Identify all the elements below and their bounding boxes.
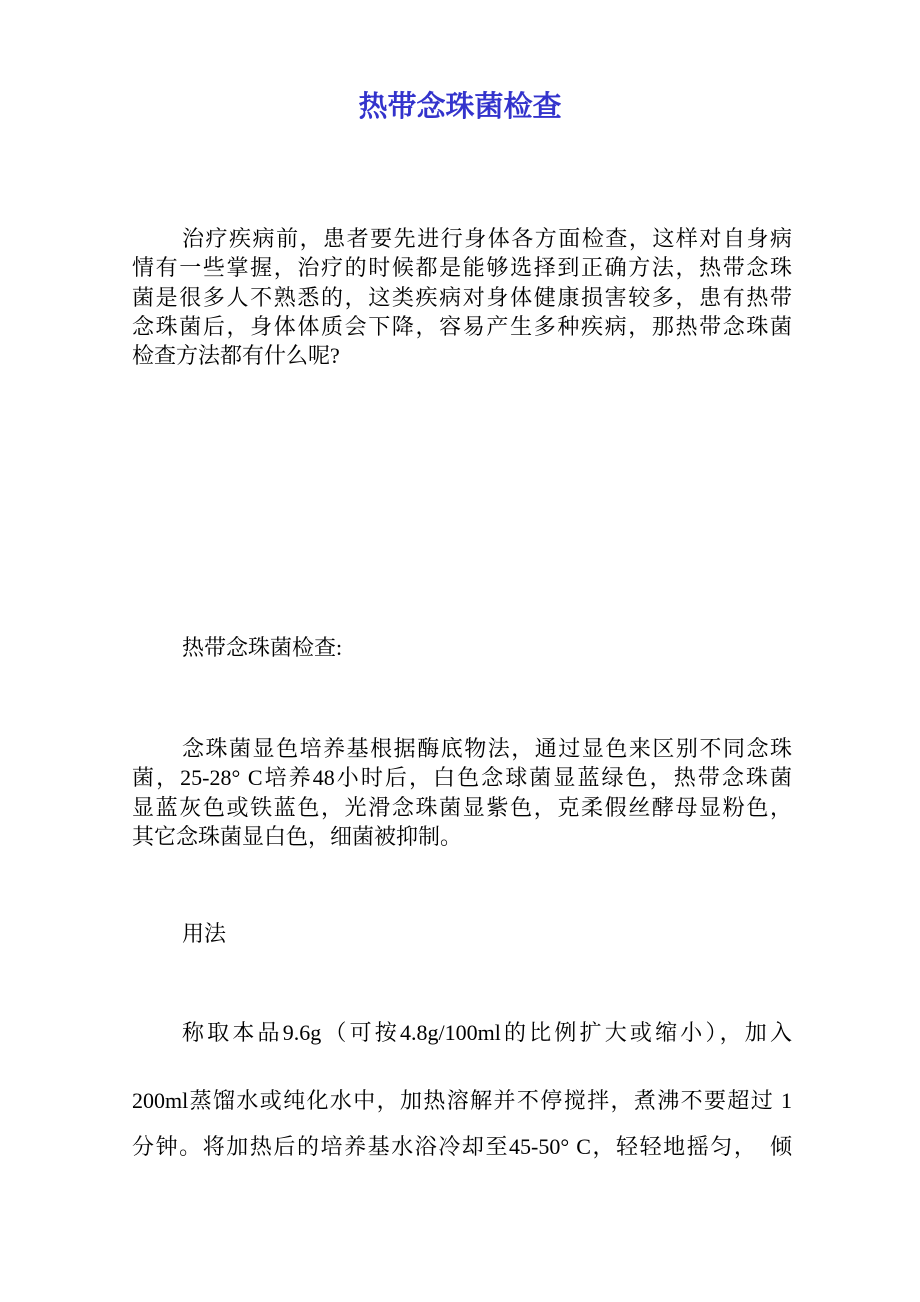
paragraph-line: 检查方法都有什么呢? <box>132 343 340 369</box>
paragraph-line: 200ml蒸馏水或纯化水中，加热溶解并不停搅拌，煮沸不要超过 1 <box>132 1088 792 1113</box>
section-heading-examination <box>132 633 792 662</box>
paragraph-line: 念珠菌后，身体体质会下降，容易产生多种疾病，那热带念珠菌 <box>132 313 792 339</box>
paragraph-line: 菌是很多人不熟悉的，这类疾病对身体健康损害较多，患有热带 <box>132 284 792 310</box>
paragraph-line: 念珠菌显色培养基根据酶底物法，通过显色来区别不同念珠 <box>182 736 792 761</box>
usage-paragraph-line-1 <box>132 1018 792 1047</box>
paragraph-line: 分钟。将加热后的培养基水浴冷却至45-50° C，轻轻地摇匀， 倾 <box>132 1134 792 1159</box>
paragraph-line: 显蓝灰色或铁蓝色，光滑念珠菌显紫色，克柔假丝酵母显粉色， <box>132 794 792 820</box>
paragraph-line: 其它念珠菌显白色，细菌被抑制。 <box>132 823 463 849</box>
heading-text: 热带念珠菌检查: <box>182 635 343 660</box>
heading-text: 用法 <box>182 921 227 946</box>
usage-paragraph-line-3 <box>132 1132 792 1161</box>
paragraph-line: 治疗疾病前，患者要先进行身体各方面检查，这样对自身病 <box>182 226 792 251</box>
intro-paragraph <box>132 224 792 370</box>
examination-paragraph <box>132 734 792 851</box>
paragraph-line: 情有一些掌握，治疗的时候都是能够选择到正确方法，热带念珠 <box>132 255 792 281</box>
usage-paragraph-line-2 <box>132 1086 792 1115</box>
paragraph-line: 称取本品9.6g（可按4.8g/100ml的比例扩大或缩小），加入 <box>182 1020 792 1045</box>
section-heading-usage <box>132 919 792 948</box>
paragraph-line: 菌，25-28° C培养48小时后，白色念球菌显蓝绿色，热带念珠菌 <box>132 765 792 791</box>
page-title: 热带念珠菌检查 <box>358 91 562 123</box>
